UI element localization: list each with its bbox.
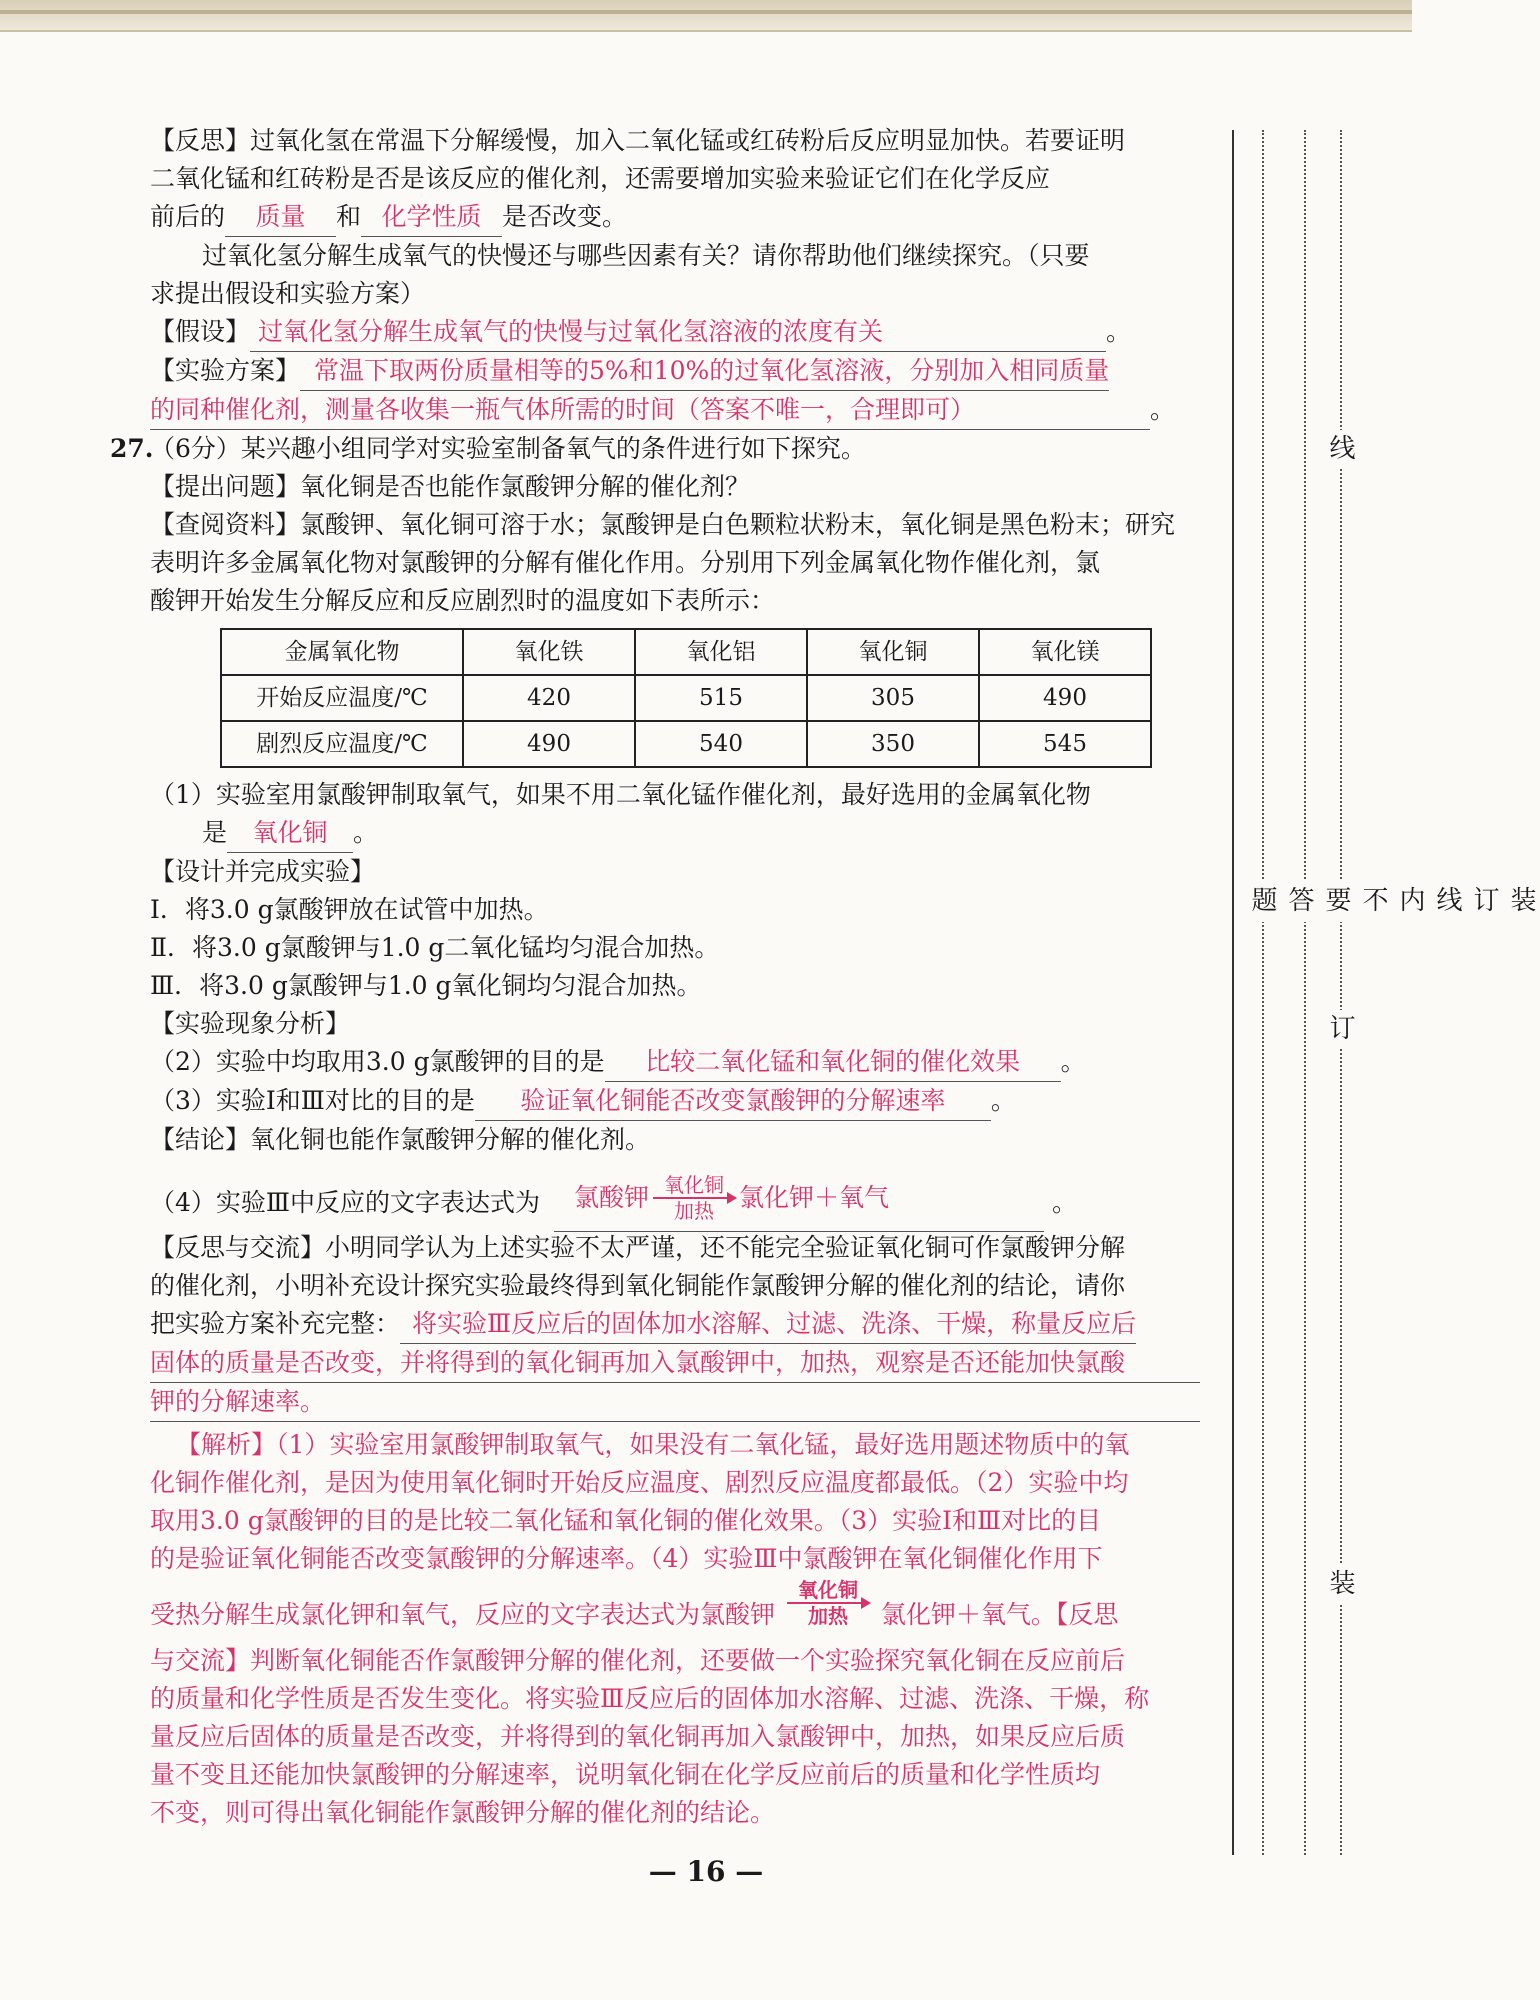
answer-blank: 氧化铜 [227, 814, 353, 853]
part3-line: （3）实验Ⅰ和Ⅲ对比的目的是 验证氧化铜能否改变氯酸钾的分解速率 。 [150, 1082, 1200, 1121]
explanation-line: 不变，则可得出氧化铜能作氯酸钾分解的催化剂的结论。 [150, 1798, 776, 1827]
binding-label-ding: 订 [1322, 1010, 1359, 1048]
explanation-line: 与交流】判断氧化铜能否作氯酸钾分解的催化剂，还要做一个实验探究氧化铜在反应前后 [150, 1646, 1126, 1675]
table-row [221, 721, 1151, 767]
binding-label-zhuang: 装 [1322, 1565, 1359, 1603]
exchange-answer: 将实验Ⅲ反应后的固体加水溶解、过滤、洗涤、干燥，称量反应后 [400, 1305, 1136, 1344]
table-cell: 305 [807, 675, 979, 721]
binding-dotted-line [1304, 130, 1306, 1855]
binding-dotted-line [1262, 130, 1264, 1855]
answer-blank: 比较二氧化锰和氧化铜的催化效果 [605, 1043, 1061, 1082]
explanation-line: 量反应后固体的质量是否改变，并将得到的氧化铜再加入氯酸钾中，加热，如果反应后质 [150, 1722, 1126, 1751]
reflection-line4: 过氧化氢分解生成氧气的快慢还与哪些因素有关？请你帮助他们继续探究。（只要 [202, 241, 1090, 270]
table-cell: 490 [979, 675, 1151, 721]
page-number: — 16 — [648, 1855, 764, 1888]
arrow-icon [653, 1197, 735, 1199]
answer-blank: 验证氧化铜能否改变氯酸钾的分解速率 [475, 1082, 991, 1121]
part2-line: （2）实验中均取用3.0 g氯酸钾的目的是 比较二氧化锰和氧化铜的催化效果 。 [150, 1043, 1200, 1082]
explanation-line: 量不变且还能加快氯酸钾的分解速率，说明氧化铜在化学反应前后的质量和化学性质均 [150, 1760, 1101, 1789]
exchange-answer-line2: 固体的质量是否改变，并将得到的氧化铜再加入氯酸钾中，加热，观察是否还能加快氯酸 [150, 1344, 1200, 1383]
table-row [221, 675, 1151, 721]
info-line1: 【查阅资料】氯酸钾、氧化铜可溶于水；氯酸钾是白色颗粒状粉末，氧化铜是黑色粉末；研究 [150, 510, 1176, 539]
table-cell: 490 [463, 721, 635, 767]
explanation-line: 化铜作催化剂，是因为使用氧化铜时开始反应温度、剧烈反应温度都最低。（2）实验中均 [150, 1468, 1129, 1497]
part1-line2: 是 氧化铜 。 [150, 814, 1200, 853]
info-line2: 表明许多金属氧化物对氯酸钾的分解有催化作用。分别用下列金属氧化物作催化剂，氯 [150, 548, 1101, 577]
arrow-icon [787, 1602, 869, 1604]
reflection-line5: 求提出假设和实验方案） [150, 279, 426, 308]
exchange-answer-line3: 钾的分解速率。 [150, 1383, 1200, 1422]
explanation-line: 【解析】（1）实验室用氯酸钾制取氧气，如果没有二氧化锰，最好选用题述物质中的氧 [176, 1430, 1130, 1459]
question-27-intro: 27. （6分）某兴趣小组同学对实验室制备氧气的条件进行如下探究。 [150, 430, 1200, 468]
table-header-row [221, 629, 1151, 675]
reflection-line2: 二氧化锰和红砖粉是否是该反应的催化剂，还需要增加实验来验证它们在化学反应 [150, 164, 1051, 193]
table-cell: 开始反应温度/℃ [221, 675, 463, 721]
reaction-arrow: 氧化铜 加热 [787, 1578, 869, 1628]
question-statement: 【提出问题】氧化铜是否也能作氯酸钾分解的催化剂？ [150, 472, 751, 501]
reflection-line3: 前后的 质量 和 化学性质 是否改变。 [150, 198, 1200, 237]
table-cell: 515 [635, 675, 807, 721]
table-cell: 545 [979, 721, 1151, 767]
exchange-line3: 把实验方案补充完整： 将实验Ⅲ反应后的固体加水溶解、过滤、洗涤、干燥，称量反应后 [150, 1305, 1200, 1344]
table-header-cell: 氧化铁 [463, 629, 635, 675]
table-header-cell: 金属氧化物 [221, 629, 463, 675]
step-1: Ⅰ．将3.0 g氯酸钾放在试管中加热。 [150, 895, 549, 924]
question-number: 27. [110, 434, 154, 463]
part1-line1: （1）实验室用氯酸钾制取氧气，如果不用二氧化锰作催化剂，最好选用的金属氧化物 [150, 780, 1091, 809]
hypothesis-line: 【假设】 过氧化氢分解生成氧气的快慢与过氧化氢溶液的浓度有关 。 [150, 313, 1200, 352]
explanation-line: 的质量和化学性质是否发生变化。将实验Ⅲ反应后的固体加水溶解、过滤、洗涤、干燥，称 [150, 1684, 1150, 1713]
table-cell: 540 [635, 721, 807, 767]
explanation-block [150, 1426, 1200, 1832]
explanation-line: 的是验证氧化铜能否改变氯酸钾的分解速率。（4）实验Ⅲ中氯酸钾在氧化铜催化作用下 [150, 1544, 1103, 1573]
top-border [0, 0, 1412, 32]
plan-line2: 的同种催化剂，测量各收集一瓶气体所需的时间（答案不唯一，合理即可） 。 [150, 391, 1200, 430]
analysis-label: 【实验现象分析】 [150, 1009, 351, 1038]
design-label: 【设计并完成实验】 [150, 857, 376, 886]
hypothesis-answer: 过氧化氢分解生成氧气的快慢与过氧化氢溶液的浓度有关 [250, 313, 1106, 352]
answer-blank: 化学性质 [361, 198, 502, 237]
answer-blank: 质量 [225, 198, 336, 237]
binding-notice: 装订线内不要答题 [1244, 880, 1540, 922]
table-cell: 420 [463, 675, 635, 721]
temperature-table [220, 628, 1152, 768]
table-header-cell: 氧化铝 [635, 629, 807, 675]
table-cell: 350 [807, 721, 979, 767]
explanation-line: 取用3.0 g氯酸钾的目的是比较二氧化锰和氧化铜的催化效果。（3）实验Ⅰ和Ⅲ对比的目 [150, 1506, 1102, 1535]
reaction-arrow: 氧化铜 加热 [653, 1173, 735, 1223]
reflection-line1: 【反思】过氧化氢在常温下分解缓慢，加入二氧化锰或红砖粉后反应明显加快。若要证明 [150, 126, 1126, 155]
step-2: Ⅱ．将3.0 g氯酸钾与1.0 g二氧化锰均匀混合加热。 [150, 933, 720, 962]
binding-label-xian: 线 [1322, 430, 1359, 468]
binding-line [1232, 130, 1234, 1855]
reaction-equation: 氯酸钾 氧化铜 加热 氯化钾＋氧气 [573, 1173, 890, 1223]
exchange-line1: 【反思与交流】小明同学认为上述实验不太严谨，还不能完全验证氧化铜可作氯酸钾分解 [150, 1233, 1126, 1262]
page-content [110, 122, 1200, 1832]
info-line3: 酸钾开始发生分解反应和反应剧烈时的温度如下表所示： [150, 586, 776, 615]
exchange-line2: 的催化剂，小明补充设计探究实验最终得到氧化铜能作氯酸钾分解的催化剂的结论，请你 [150, 1271, 1126, 1300]
plan-answer: 常温下取两份质量相等的5%和10%的过氧化氢溶液，分别加入相同质量 [300, 352, 1109, 391]
plan-line1: 【实验方案】 常温下取两份质量相等的5%和10%的过氧化氢溶液，分别加入相同质量 [150, 352, 1200, 391]
conclusion-line: 【结论】氧化铜也能作氯酸钾分解的催化剂。 [150, 1125, 651, 1154]
table-cell: 剧烈反应温度/℃ [221, 721, 463, 767]
explanation-line: 受热分解生成氯化钾和氧气，反应的文字表达式为氯酸钾 氧化铜 加热 氯化钾＋氧气。【反思 [150, 1578, 1119, 1629]
table-header-cell: 氧化铜 [807, 629, 979, 675]
step-3: Ⅲ．将3.0 g氯酸钾与1.0 g氧化铜均匀混合加热。 [150, 971, 702, 1000]
part4-line: （4）实验Ⅲ中反应的文字表达式为 氯酸钾 氧化铜 加热 氯化钾＋氧气 。 [150, 1165, 1200, 1229]
table-header-cell: 氧化镁 [979, 629, 1151, 675]
